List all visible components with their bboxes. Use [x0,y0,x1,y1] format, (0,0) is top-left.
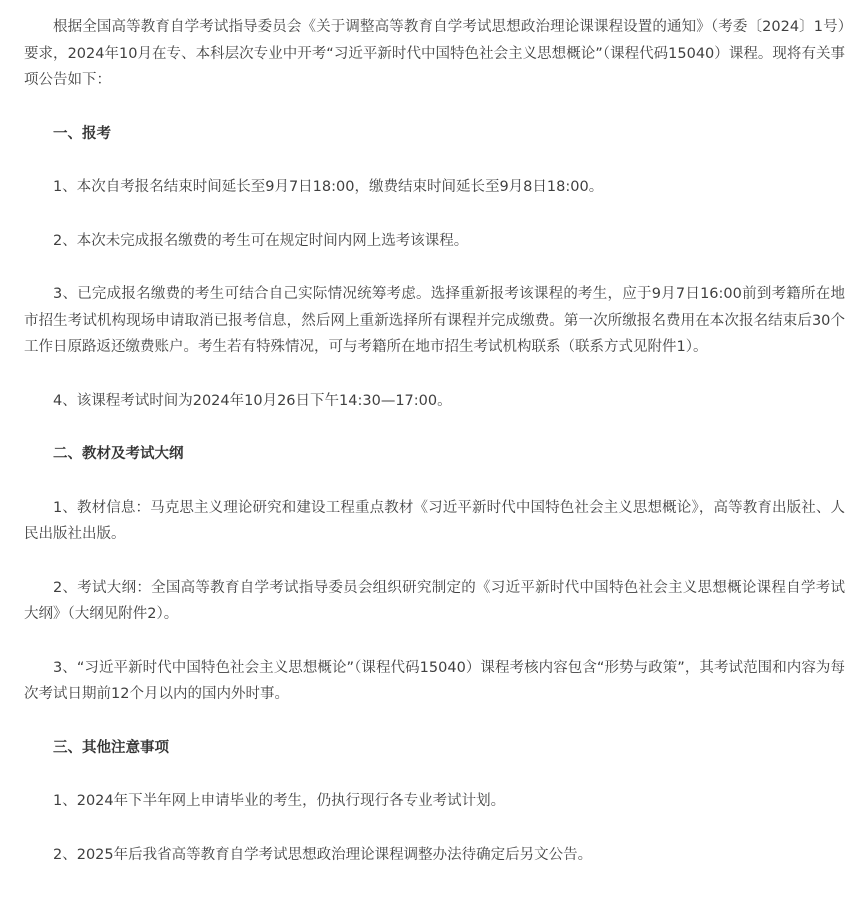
section-heading-textbook: 二、教材及考试大纲 [53,446,184,462]
intro-paragraph: 根据全国高等教育自学考试指导委员会《关于调整高等教育自学考试思想政治理论课课程设置的通知》（考委〔2024〕1号）要求，2024年10月在专、本科层次专业中开考“习近平新时代中国特色社会主义思想概论”（课程代码15040）课程。现将有关事项公告如下： [24,19,845,88]
notes-item-2: 2、2025年后我省高等教育自学考试思想政治理论课程调整办法待确定后另文公告。 [53,846,593,863]
section-heading-registration: 一、报考 [53,125,111,142]
registration-item-4: 4、该课程考试时间为2024年10月26日下午14:30—17:00。 [53,392,452,409]
textbook-item-3: 3、“习近平新时代中国特色社会主义思想概论”（课程代码15040）课程考核内容包含“形势与政策”，其考试范围和内容为每次考试日期前12个月以内的国内外时事。 [24,659,845,702]
registration-item-3: 3、已完成报名缴费的考生可结合自己实际情况统筹考虑。选择重新报考该课程的考生，应于9月7日16:00前到考籍所在地市招生考试机构现场申请取消已报考信息，然后网上重新选择所有课程并完成缴费。第一次所缴报名费用在本次报名结束后30个工作日原路返还缴费账户。考生若有特殊情况，可与考籍所在地市招生考试机构联系（联系方式见附件1）。 [24,286,845,355]
textbook-item-1: 1、教材信息：马克思主义理论研究和建设工程重点教材《习近平新时代中国特色社会主义思想概论》，高等教育出版社、人民出版社出版。 [24,499,845,542]
notes-item-1: 1、2024年下半年网上申请毕业的考生，仍执行现行各专业考试计划。 [53,793,506,809]
section-heading-notes: 三、其他注意事项 [53,739,169,756]
registration-item-2: 2、本次未完成报名缴费的考生可在规定时间内网上选考该课程。 [53,232,469,249]
registration-item-1: 1、本次自考报名结束时间延长至9月7日18:00，缴费结束时间延长至9月8日18:00。 [53,179,604,195]
textbook-item-2: 2、考试大纲：全国高等教育自学考试指导委员会组织研究制定的《习近平新时代中国特色社会主义思想概论课程自学考试大纲》（大纲见附件2）。 [24,579,845,622]
